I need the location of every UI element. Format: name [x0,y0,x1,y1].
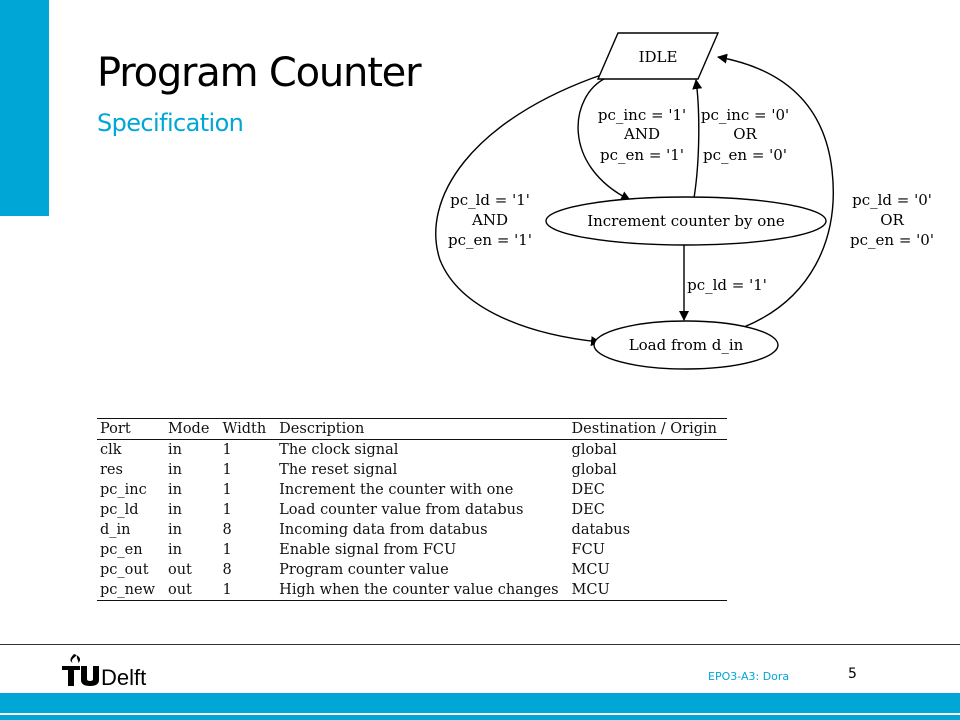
cell-destination: global [571,442,617,458]
cell-port: pc_en [100,542,143,558]
edge-label-idle-to-load-3: pc_en = '1' [448,231,532,249]
edge-label-increment-to-idle-2: OR [733,125,757,143]
bottom-bar [0,693,960,713]
table-header-row [97,419,727,440]
cell-mode: in [167,542,182,558]
cell-destination: FCU [571,542,605,558]
node-increment-label: Increment counter by one [587,212,785,230]
cell-description: Enable signal from FCU [279,542,457,558]
table-row [97,460,727,480]
table-row [97,560,727,580]
cell-description: The clock signal [279,442,399,458]
cell-description: Increment the counter with one [279,482,514,498]
cell-port: res [100,462,123,478]
edge-label-load-to-idle-2: OR [880,211,904,229]
flame-icon [70,654,80,663]
edge-label-idle-to-increment-2: AND [624,125,660,143]
header-width: Width [222,421,267,437]
cell-mode: in [167,522,182,538]
edge-label-increment-to-load: pc_ld = '1' [687,276,767,294]
table-row [97,500,727,520]
tudelft-logo [60,650,160,690]
table-row [97,440,727,461]
footer-text: EPO3-A3: Dora [708,670,790,683]
cell-destination: MCU [571,582,610,598]
cell-destination: global [571,462,617,478]
cell-port: clk [100,442,122,458]
page-title: Program Counter [97,50,421,96]
header-description: Description [279,421,365,437]
edge-idle-to-increment [578,78,630,200]
edge-label-load-to-idle-3: pc_en = '0' [850,231,934,249]
cell-width: 1 [222,482,232,498]
page-number: 5 [848,666,857,682]
cell-destination: DEC [571,502,605,518]
edge-label-idle-to-increment-1: pc_inc = '1' [597,106,687,124]
cell-width: 1 [222,582,232,598]
cell-description: Incoming data from databus [279,522,488,538]
cell-port: pc_ld [100,502,139,518]
cell-width: 1 [222,462,232,478]
cell-width: 1 [222,442,232,458]
header-port: Port [100,421,131,437]
cell-mode: in [167,502,182,518]
port-table [97,418,727,601]
cell-width: 8 [222,522,232,538]
header-destination: Destination / Origin [571,421,717,437]
edge-label-increment-to-idle-1: pc_inc = '0' [700,106,790,124]
table-row [97,540,727,560]
cell-mode: in [167,482,182,498]
cell-description: The reset signal [279,462,398,478]
edge-label-idle-to-increment-3: pc_en = '1' [600,146,684,164]
node-load-label: Load from d_in [628,336,744,354]
table-row [97,480,727,500]
cell-description: High when the counter value changes [279,582,559,598]
footer-divider [0,644,960,645]
edge-label-load-to-idle-1: pc_ld = '0' [852,191,932,209]
edge-increment-to-idle [694,80,699,198]
bottom-bar-thin [0,715,960,720]
cell-mode: in [167,462,182,478]
table-row [97,580,727,601]
page-subtitle: Specification [97,109,244,137]
cell-description: Load counter value from databus [279,502,524,518]
svg-text:Delft: Delft [101,665,147,690]
cell-port: pc_inc [100,482,147,498]
cell-destination: databus [571,522,631,538]
edge-label-idle-to-load-1: pc_ld = '1' [450,191,530,209]
table-row [97,520,727,540]
cell-width: 1 [222,542,232,558]
cell-port: pc_out [100,562,149,578]
cell-width: 8 [222,562,232,578]
cell-mode: in [167,442,182,458]
cell-port: pc_new [100,582,155,598]
cell-port: d_in [100,522,131,538]
edge-label-idle-to-load-2: AND [472,211,508,229]
edge-label-increment-to-idle-3: pc_en = '0' [703,146,787,164]
cell-destination: DEC [571,482,605,498]
cell-width: 1 [222,502,232,518]
cell-destination: MCU [571,562,610,578]
cell-mode: out [167,562,192,578]
header-mode: Mode [167,421,210,437]
cell-mode: out [167,582,192,598]
node-idle-label: IDLE [638,48,678,66]
cell-description: Program counter value [279,562,449,578]
